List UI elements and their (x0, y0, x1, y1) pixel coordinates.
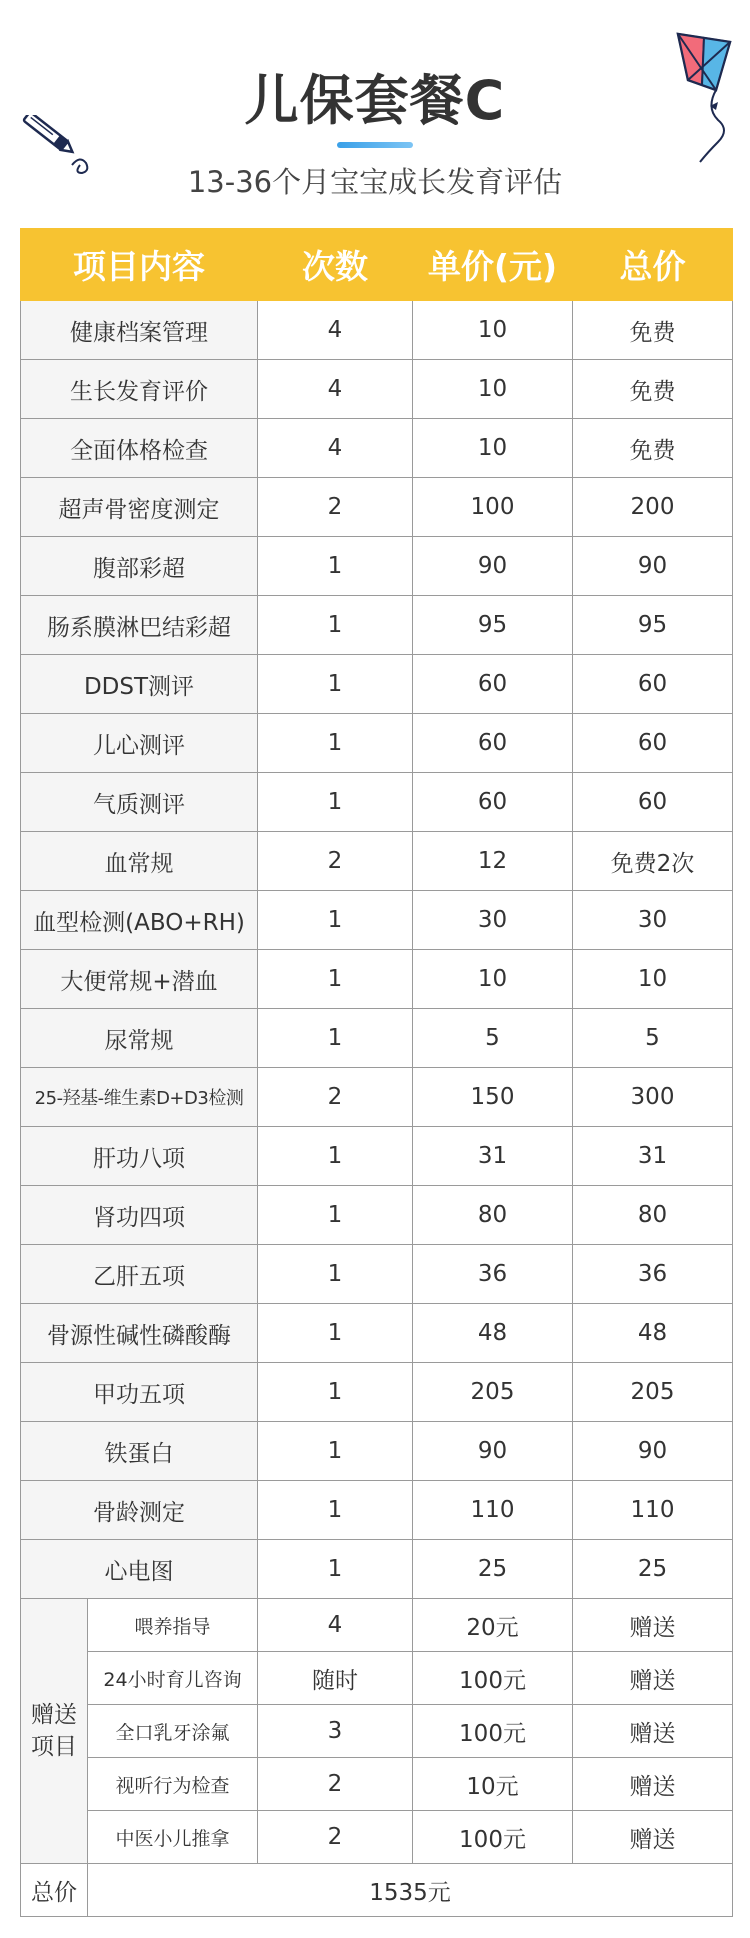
gift-row (21, 1758, 733, 1811)
table-row (21, 1186, 733, 1245)
item-name: 血型检测(ABO+RH) (21, 891, 258, 950)
header-total-price: 总价 (573, 229, 733, 301)
item-unit-price: 60 (413, 773, 573, 832)
gift-count: 随时 (258, 1652, 413, 1705)
item-count: 1 (258, 773, 413, 832)
item-name: 超声骨密度测定 (21, 478, 258, 537)
item-count: 1 (258, 1481, 413, 1540)
table-row (21, 1127, 733, 1186)
item-total: 60 (573, 773, 733, 832)
gift-name: 视听行为检查 (88, 1758, 258, 1811)
item-total: 25 (573, 1540, 733, 1599)
item-total: 免费 (573, 360, 733, 419)
item-total: 110 (573, 1481, 733, 1540)
total-label: 总价 (21, 1864, 88, 1917)
table-row (21, 655, 733, 714)
table-row (21, 1245, 733, 1304)
item-total: 60 (573, 714, 733, 773)
header-unit-price: 单价(元) (413, 229, 573, 301)
item-name: 铁蛋白 (21, 1422, 258, 1481)
gift-total: 赠送 (573, 1652, 733, 1705)
table-header-row (21, 229, 733, 301)
table-row (21, 714, 733, 773)
gift-name: 中医小儿推拿 (88, 1811, 258, 1864)
item-unit-price: 12 (413, 832, 573, 891)
table-row (21, 360, 733, 419)
item-total: 48 (573, 1304, 733, 1363)
item-count: 1 (258, 1363, 413, 1422)
gift-count: 2 (258, 1811, 413, 1864)
table-row (21, 832, 733, 891)
item-count: 4 (258, 360, 413, 419)
total-row (21, 1864, 733, 1917)
item-unit-price: 100 (413, 478, 573, 537)
item-count: 1 (258, 1009, 413, 1068)
table-row (21, 1540, 733, 1599)
table-row (21, 1481, 733, 1540)
item-total: 90 (573, 537, 733, 596)
item-unit-price: 10 (413, 301, 573, 360)
item-count: 1 (258, 891, 413, 950)
item-unit-price: 10 (413, 950, 573, 1009)
item-count: 1 (258, 1127, 413, 1186)
gift-unit-price: 100元 (413, 1705, 573, 1758)
gift-section-label: 赠送项目 (21, 1599, 88, 1864)
item-unit-price: 30 (413, 891, 573, 950)
item-total: 95 (573, 596, 733, 655)
page-title: 儿保套餐C (244, 69, 506, 132)
item-count: 1 (258, 1540, 413, 1599)
gift-total: 赠送 (573, 1705, 733, 1758)
item-name: 25-羟基-维生素D+D3检测 (21, 1068, 258, 1127)
item-count: 2 (258, 1068, 413, 1127)
gift-unit-price: 100元 (413, 1811, 573, 1864)
table-row (21, 1068, 733, 1127)
item-name: 生长发育评价 (21, 360, 258, 419)
item-unit-price: 48 (413, 1304, 573, 1363)
table-row (21, 1009, 733, 1068)
gift-total: 赠送 (573, 1811, 733, 1864)
item-name: 气质测评 (21, 773, 258, 832)
item-name: 肾功四项 (21, 1186, 258, 1245)
gift-row (21, 1652, 733, 1705)
item-count: 1 (258, 1186, 413, 1245)
item-total: 205 (573, 1363, 733, 1422)
item-count: 4 (258, 301, 413, 360)
table-row (21, 478, 733, 537)
item-unit-price: 60 (413, 714, 573, 773)
gift-total: 赠送 (573, 1599, 733, 1652)
gift-name: 喂养指导 (88, 1599, 258, 1652)
item-count: 1 (258, 655, 413, 714)
item-total: 80 (573, 1186, 733, 1245)
item-name: 肠系膜淋巴结彩超 (21, 596, 258, 655)
item-total: 10 (573, 950, 733, 1009)
gift-row (21, 1705, 733, 1758)
item-count: 1 (258, 1245, 413, 1304)
table-row (21, 1422, 733, 1481)
item-unit-price: 25 (413, 1540, 573, 1599)
item-unit-price: 10 (413, 360, 573, 419)
item-count: 4 (258, 419, 413, 478)
item-unit-price: 60 (413, 655, 573, 714)
item-name: 骨龄测定 (21, 1481, 258, 1540)
item-unit-price: 36 (413, 1245, 573, 1304)
gift-unit-price: 100元 (413, 1652, 573, 1705)
item-name: 尿常规 (21, 1009, 258, 1068)
table-row (21, 419, 733, 478)
table-row (21, 537, 733, 596)
package-price-table (20, 228, 733, 1917)
item-unit-price: 10 (413, 419, 573, 478)
table-row (21, 1363, 733, 1422)
item-total: 免费 (573, 419, 733, 478)
item-count: 1 (258, 714, 413, 773)
item-name: 骨源性碱性磷酸酶 (21, 1304, 258, 1363)
item-total: 31 (573, 1127, 733, 1186)
item-count: 1 (258, 596, 413, 655)
item-count: 1 (258, 537, 413, 596)
item-name: DDST测评 (21, 655, 258, 714)
item-total: 5 (573, 1009, 733, 1068)
table-row (21, 301, 733, 360)
item-unit-price: 205 (413, 1363, 573, 1422)
item-unit-price: 90 (413, 1422, 573, 1481)
table-row (21, 596, 733, 655)
gift-count: 2 (258, 1758, 413, 1811)
header-item: 项目内容 (21, 229, 258, 301)
item-total: 免费2次 (573, 832, 733, 891)
item-count: 1 (258, 950, 413, 1009)
item-name: 乙肝五项 (21, 1245, 258, 1304)
item-total: 90 (573, 1422, 733, 1481)
table-row (21, 1304, 733, 1363)
header-count: 次数 (258, 229, 413, 301)
title-accent-bar (337, 142, 413, 148)
gift-total: 赠送 (573, 1758, 733, 1811)
item-unit-price: 95 (413, 596, 573, 655)
kite-doodle-icon (670, 28, 740, 168)
item-unit-price: 80 (413, 1186, 573, 1245)
item-name: 肝功八项 (21, 1127, 258, 1186)
item-name: 健康档案管理 (21, 301, 258, 360)
item-unit-price: 31 (413, 1127, 573, 1186)
item-total: 30 (573, 891, 733, 950)
page-subtitle: 13-36个月宝宝成长发育评估 (187, 165, 563, 199)
table-row (21, 891, 733, 950)
gift-row (21, 1811, 733, 1864)
item-unit-price: 90 (413, 537, 573, 596)
item-total: 300 (573, 1068, 733, 1127)
item-count: 2 (258, 832, 413, 891)
item-name: 心电图 (21, 1540, 258, 1599)
total-value: 1535元 (88, 1864, 733, 1917)
item-unit-price: 5 (413, 1009, 573, 1068)
gift-count: 4 (258, 1599, 413, 1652)
gift-name: 全口乳牙涂氟 (88, 1705, 258, 1758)
item-count: 1 (258, 1304, 413, 1363)
gift-name: 24小时育儿咨询 (88, 1652, 258, 1705)
table-row (21, 773, 733, 832)
table-row (21, 950, 733, 1009)
item-name: 儿心测评 (21, 714, 258, 773)
item-total: 60 (573, 655, 733, 714)
item-total: 免费 (573, 301, 733, 360)
item-count: 1 (258, 1422, 413, 1481)
item-name: 全面体格检查 (21, 419, 258, 478)
item-name: 大便常规+潜血 (21, 950, 258, 1009)
item-count: 2 (258, 478, 413, 537)
gift-unit-price: 10元 (413, 1758, 573, 1811)
header (0, 0, 750, 228)
item-unit-price: 110 (413, 1481, 573, 1540)
item-total: 36 (573, 1245, 733, 1304)
item-unit-price: 150 (413, 1068, 573, 1127)
item-name: 血常规 (21, 832, 258, 891)
gift-count: 3 (258, 1705, 413, 1758)
gift-unit-price: 20元 (413, 1599, 573, 1652)
item-name: 甲功五项 (21, 1363, 258, 1422)
item-total: 200 (573, 478, 733, 537)
item-name: 腹部彩超 (21, 537, 258, 596)
gift-row (21, 1599, 733, 1652)
